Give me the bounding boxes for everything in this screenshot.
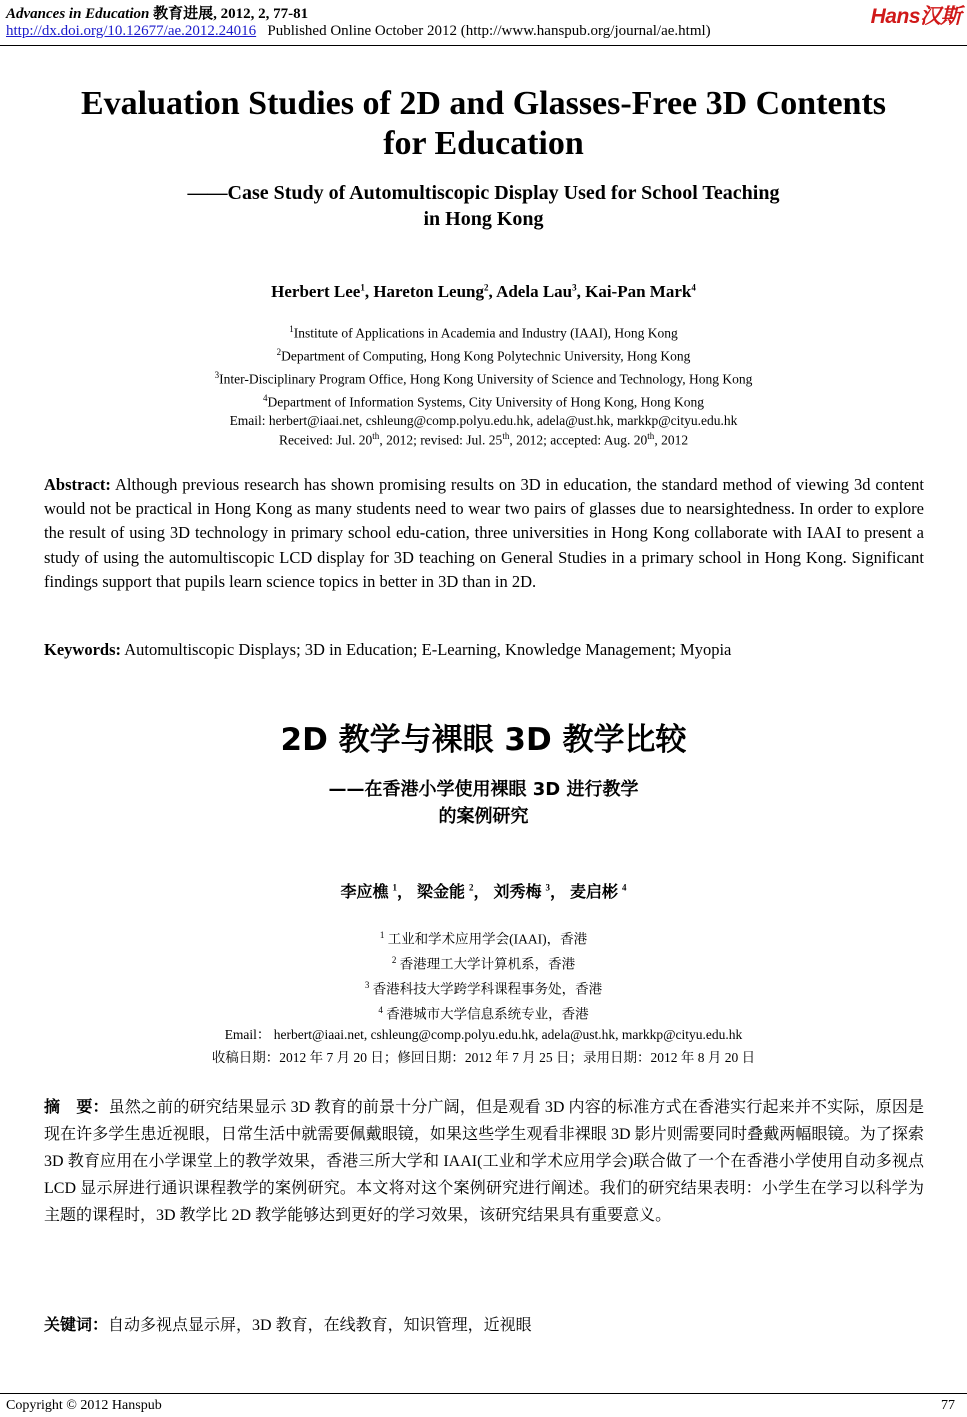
page-number: 77 xyxy=(941,1398,955,1413)
published-online: Published Online October 2012 (http://www.hanspub.org/journal/ae.html) xyxy=(267,23,711,39)
received-dates-en: Received: Jul. 20th, 2012; revised: Jul. 25th, 2012; accepted: Aug. 20th, 2012 xyxy=(278,431,689,448)
affiliation: $^2$ 香港理工大学计算机系，香港 xyxy=(391,955,576,972)
abstract-text-cn: 虽然之前的研究结果显示 3D 教育的前景十分广阔，但是观看 3D 内容的标准方式在香港实行起来并不实际，原因是现在许多学生患近视眼，日常生活中就需要佩戴眼镜，如果这些学生观看非裸眼 3D 影片则需要同时叠戴两幅眼镜。为了探索 3D 教育应用在小学课堂上的教学效果，香港三所大学和 IAAI(工业和学术应用学会)联合做了一个在香港小学使用自动多视点 LCD 显示屏进行通识课程教学的案例研究。本文将对这个案例研究进行阐述。我们的研究结果表明：小学生在学习以科学为主题的课程时，3D 教学比 2D 教学能够达到更好的学习效果，该研究结果具有重要意义。 xyxy=(44,1099,924,1224)
doi-link[interactable]: http://dx.doi.org/10.12677/ae.2012.24016 xyxy=(6,23,257,39)
affiliations-cn xyxy=(0,925,967,1046)
author: 梁金能 $^2$， xyxy=(416,882,490,901)
affiliation: $^3$Inter-Disciplinary Program Office, Hong Kong University of Science and Technology, Hong Kong xyxy=(214,370,753,387)
doi-line xyxy=(6,23,711,40)
author: Herbert Lee$^1$ xyxy=(271,282,365,301)
subtitle-line-1: ——Case Study of Automultiscopic Display Used for School Teaching xyxy=(187,182,780,204)
journal-volume: , 2012, 2, 77-81 xyxy=(213,6,309,22)
footer-divider xyxy=(0,1393,967,1394)
subtitle-cn-line-2: 的案例研究 xyxy=(438,806,529,827)
email-line: Email: herbert@iaai.net, cshleung@comp.polyu.edu.hk, adela@ust.hk, markkp@cityu.edu.hk xyxy=(229,413,738,428)
author-list-en: Herbert Lee$^1$, Hareton Leung$^2$, Adela Lau$^3$, Kai-Pan Mark$^4$ xyxy=(271,282,696,301)
subtitle-cn-line-1: ——在香港小学使用裸眼 3D 进行教学 xyxy=(328,779,639,800)
affiliation: $^1$Institute of Applications in Academia and Industry (IAAI), Hong Kong xyxy=(289,324,678,341)
title-line-2: for Education xyxy=(383,125,584,162)
affiliation: $^2$Department of Computing, Hong Kong Polytechnic University, Hong Kong xyxy=(276,347,691,364)
hans-logo: Hans汉斯 xyxy=(870,5,961,28)
abstract-cn xyxy=(44,1094,924,1229)
keywords-en xyxy=(44,640,731,660)
paper-subtitle-en xyxy=(0,180,967,232)
paper-subtitle-cn xyxy=(0,776,967,830)
journal-name-en: Advances in Education xyxy=(6,6,150,22)
affiliation: $^4$Department of Information Systems, City University of Hong Kong, Hong Kong xyxy=(263,393,704,410)
title-line-1: Evaluation Studies of 2D and Glasses-Free 3D Contents xyxy=(80,85,887,122)
author: 李应樵 $^1$， xyxy=(340,882,413,901)
author: 刘秀梅 $^3$， xyxy=(493,882,567,901)
keywords-text-cn: 自动多视点显示屏，3D 教育，在线教育，知识管理，近视眼 xyxy=(108,1317,532,1334)
affiliation: $^4$ 香港城市大学信息系统专业，香港 xyxy=(378,1005,589,1022)
affiliations-en xyxy=(0,320,967,431)
author: Kai-Pan Mark$^4$ xyxy=(585,282,696,301)
journal-name-cn: 教育进展 xyxy=(153,6,214,22)
abstract-en xyxy=(44,473,924,594)
author-list-cn xyxy=(0,879,967,902)
affiliation: $^1$ 工业和学术应用学会(IAAI)，香港 xyxy=(379,930,588,947)
affiliation: $^3$ 香港科技大学跨学科课程事务处，香港 xyxy=(364,980,603,997)
keywords-label-cn: 关键词： xyxy=(44,1317,109,1334)
author: 麦启彬 $^4$ xyxy=(570,882,627,901)
keywords-label: Keywords: xyxy=(44,640,121,659)
email-line: Email： herbert@iaai.net, cshleung@comp.polyu.edu.hk, adela@ust.hk, markkp@cityu.edu.hk xyxy=(224,1027,743,1042)
journal-header xyxy=(6,2,308,23)
abstract-label-cn: 摘 要： xyxy=(44,1099,109,1116)
author: Hareton Leung$^2$ xyxy=(373,282,489,301)
abstract-text: Although previous research has shown promising results on 3D in education, the standard method of viewing 3d content would not be practical in Hong Kong as many students need to wear two pairs of glasses due to nearsightedness. In order to explore the result of using 3D technology in primary school edu-cation, three universities in Hong Kong collaborate with IAAI to present a study of using the automultiscopic LCD display for 3D teaching on General Studies in a primary school in Hong Kong. Significant findings support that pupils learn science topics in better in 3D than in 2D. xyxy=(44,475,924,591)
paper-title-en xyxy=(0,84,967,164)
copyright: Copyright © 2012 Hanspub xyxy=(6,1398,162,1413)
paper-title-cn: 2D 教学与裸眼 3D 教学比较 xyxy=(280,722,687,758)
keywords-cn xyxy=(44,1312,532,1335)
keywords-text: Automultiscopic Displays; 3D in Education; E-Learning, Knowledge Management; Myopia xyxy=(124,640,732,659)
author: Adela Lau$^3$ xyxy=(496,282,577,301)
received-dates-cn: 收稿日期：2012 年 7 月 20 日；修回日期：2012 年 7 月 25 日；录用日期：2012 年 8 月 20 日 xyxy=(211,1050,756,1065)
subtitle-line-2: in Hong Kong xyxy=(423,208,544,230)
abstract-label: Abstract: xyxy=(44,475,111,494)
header-divider xyxy=(0,45,967,46)
